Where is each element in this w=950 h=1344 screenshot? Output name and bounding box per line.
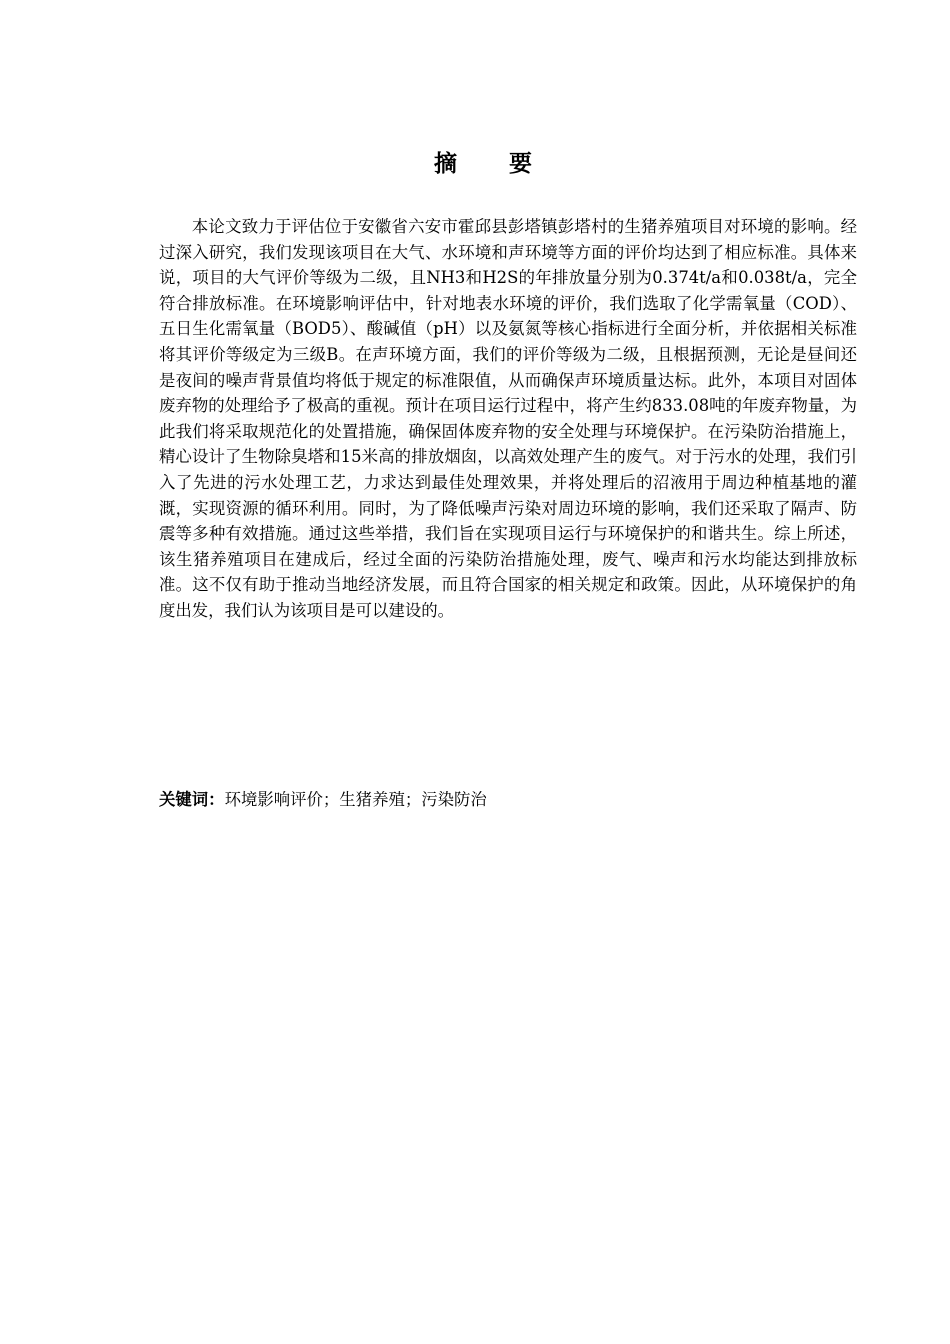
keywords-line [159,786,857,814]
keywords-label: 关键词： [159,790,225,809]
keywords-text: 环境影响评价；生猪养殖；污染防治 [224,790,487,809]
page-title: 摘要 [434,150,584,177]
abstract-paragraph: 本论文致力于评估位于安徽省六安市霍邱县彭塔镇彭塔村的生猪养殖项目对环境的影响。经过深入研究，我们发现该项目在大气、水环境和声环境等方面的评价均达到了相应标准。具体来说，项目的大气评价等级为二级，且NH3和H2S的年排放量分别为0.374t/a和0.038t/a，完全符合排放标准。在环境影响评估中，针对地表水环境的评价，我们选取了化学需氧量（COD）、五日生化需氧量（BOD5）、酸碱值（pH）以及氨氮等核心指标进行全面分析，并依据相关标准将其评价等级定为三级B。在声环境方面，我们的评价等级为二级，且根据预测，无论是昼间还是夜间的噪声背景值均将低于规定的标准限值，从而确保声环境质量达标。此外，本项目对固体废弃物的处理给予了极高的重视。预计在项目运行过程中，将产生约833.08吨的年废弃物量，为此我们将采取规范化的处置措施，确保固体废弃物的安全处理与环境保护。在污染防治措施上，精心设计了生物除臭塔和15米高的排放烟囱，以高效处理产生的废气。对于污水的处理，我们引入了先进的污水处理工艺，力求达到最佳处理效果，并将处理后的沼液用于周边种植基地的灌溉，实现资源的循环利用。同时，为了降低噪声污染对周边环境的影响，我们还采取了隔声、防震等多种有效措施。通过这些举措，我们旨在实现项目运行与环境保护的和谐共生。综上所述，该生猪养殖项目在建成后，经过全面的污染防治措施处理，废气、噪声和污水均能达到排放标准。这不仅有助于推动当地经济发展，而且符合国家的相关规定和政策。因此，从环境保护的角度出发，我们认为该项目是可以建设的。 [159,217,857,620]
